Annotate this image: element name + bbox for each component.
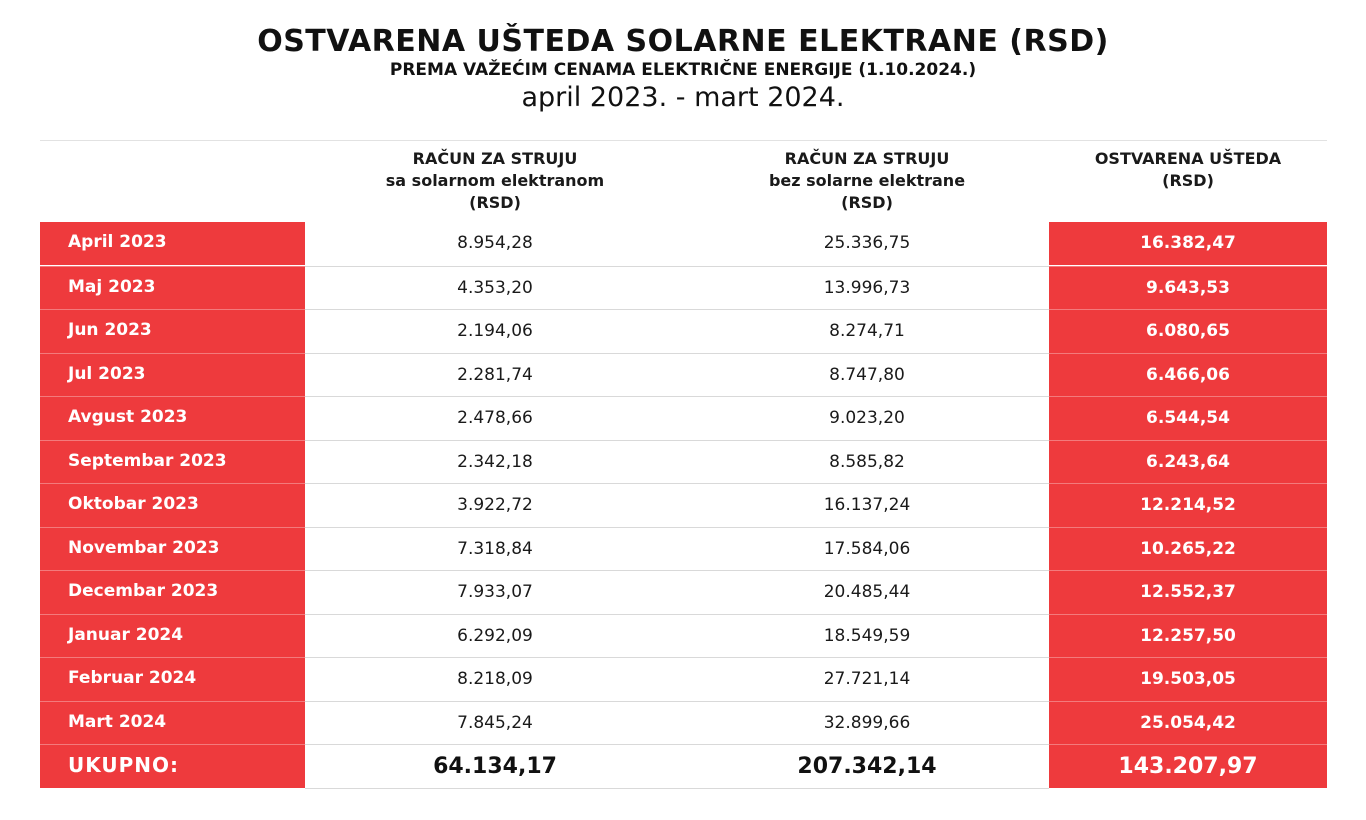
without-solar-cell: 27.721,14 <box>823 669 911 689</box>
savings-cell: 6.080,65 <box>1049 310 1327 353</box>
month-cell: Jul 2023 <box>40 354 305 397</box>
savings-cell: 12.214,52 <box>1049 484 1327 527</box>
savings-cell: 12.552,37 <box>1049 571 1327 614</box>
without-solar-cell: 13.996,73 <box>823 278 911 298</box>
savings-cell: 6.243,64 <box>1049 441 1327 484</box>
table-row <box>40 484 1327 527</box>
with-solar-cell: 2.281,74 <box>457 365 533 385</box>
table-row <box>40 310 1327 353</box>
month-cell: April 2023 <box>40 222 305 265</box>
table-row <box>40 571 1327 614</box>
without-solar-cell: 8.274,71 <box>829 321 905 341</box>
savings-cell: 9.643,53 <box>1049 267 1327 310</box>
savings-cell: 6.466,06 <box>1049 354 1327 397</box>
table-row <box>40 354 1327 397</box>
table-row <box>40 222 1327 265</box>
savings-cell: 143.207,97 <box>1049 745 1327 788</box>
column-header-without-solar-line3: (RSD) <box>841 193 893 212</box>
with-solar-cell: 2.478,66 <box>457 408 533 428</box>
column-header-with-solar <box>305 148 685 214</box>
month-cell: Septembar 2023 <box>40 441 305 484</box>
without-solar-cell: 16.137,24 <box>823 495 911 515</box>
without-solar-cell: 18.549,59 <box>823 626 911 646</box>
table-row <box>40 615 1327 658</box>
without-solar-cell: 32.899,66 <box>823 713 911 733</box>
table-row <box>40 267 1327 310</box>
month-cell: Mart 2024 <box>40 702 305 745</box>
with-solar-cell: 3.922,72 <box>457 495 533 515</box>
table-row <box>40 702 1327 745</box>
with-solar-cell: 8.954,28 <box>457 233 533 253</box>
savings-cell: 16.382,47 <box>1049 222 1327 265</box>
month-cell: Maj 2023 <box>40 267 305 310</box>
column-header-without-solar <box>685 148 1049 214</box>
header-top-divider <box>40 140 1327 141</box>
without-solar-cell: 9.023,20 <box>829 408 905 428</box>
savings-cell: 25.054,42 <box>1049 702 1327 745</box>
table-bottom-divider <box>305 788 1049 789</box>
without-solar-cell: 8.747,80 <box>829 365 905 385</box>
column-header-without-solar-line2: bez solarne elektrane <box>768 171 966 190</box>
month-cell: Avgust 2023 <box>40 397 305 440</box>
column-header-without-solar-line1: RAČUN ZA STRUJU <box>784 149 950 168</box>
with-solar-cell: 64.134,17 <box>433 754 557 779</box>
table-row <box>40 441 1327 484</box>
with-solar-cell: 7.318,84 <box>457 539 533 559</box>
month-cell: Jun 2023 <box>40 310 305 353</box>
month-cell: Februar 2024 <box>40 658 305 701</box>
column-header-with-solar-line3: (RSD) <box>469 193 521 212</box>
savings-cell: 6.544,54 <box>1049 397 1327 440</box>
with-solar-cell: 8.218,09 <box>457 669 533 689</box>
without-solar-cell: 207.342,14 <box>797 754 937 779</box>
period-label: april 2023. - mart 2024. <box>521 82 845 113</box>
savings-cell: 19.503,05 <box>1049 658 1327 701</box>
column-header-with-solar-line1: RAČUN ZA STRUJU <box>412 149 578 168</box>
without-solar-cell: 17.584,06 <box>823 539 911 559</box>
with-solar-cell: 7.933,07 <box>457 582 533 602</box>
table-row <box>40 397 1327 440</box>
column-header-savings-line2: (RSD) <box>1162 171 1214 190</box>
without-solar-cell: 20.485,44 <box>823 582 911 602</box>
table-row <box>40 528 1327 571</box>
column-header-savings <box>1049 148 1327 192</box>
without-solar-cell: 8.585,82 <box>829 452 905 472</box>
month-cell: UKUPNO: <box>40 745 305 788</box>
table-row <box>40 658 1327 701</box>
month-cell: Novembar 2023 <box>40 528 305 571</box>
with-solar-cell: 2.194,06 <box>457 321 533 341</box>
with-solar-cell: 4.353,20 <box>457 278 533 298</box>
page-title: OSTVARENA UŠTEDA SOLARNE ELEKTRANE (RSD) <box>257 24 1109 59</box>
savings-cell: 12.257,50 <box>1049 615 1327 658</box>
total-row <box>40 745 1327 788</box>
month-cell: Oktobar 2023 <box>40 484 305 527</box>
month-cell: Januar 2024 <box>40 615 305 658</box>
without-solar-cell: 25.336,75 <box>823 233 911 253</box>
month-cell: Decembar 2023 <box>40 571 305 614</box>
with-solar-cell: 7.845,24 <box>457 713 533 733</box>
page-subtitle: PREMA VAŽEĆIM CENAMA ELEKTRIČNE ENERGIJE (1.10.2024.) <box>389 60 977 80</box>
savings-cell: 10.265,22 <box>1049 528 1327 571</box>
with-solar-cell: 2.342,18 <box>457 452 533 472</box>
with-solar-cell: 6.292,09 <box>457 626 533 646</box>
column-header-savings-line1: OSTVARENA UŠTEDA <box>1094 149 1282 168</box>
column-header-with-solar-line2: sa solarnom elektranom <box>385 171 605 190</box>
